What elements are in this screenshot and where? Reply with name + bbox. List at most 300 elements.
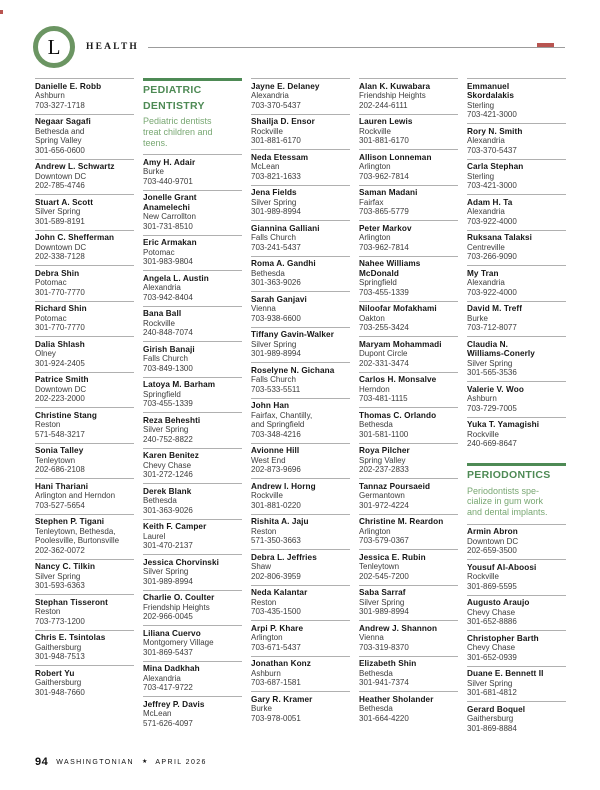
dentist-location: Sterling	[467, 171, 495, 181]
dentist-location: Burke	[251, 704, 272, 713]
dentist-location: Bethesda	[359, 704, 393, 713]
dentist-location: Chevy Chase	[467, 607, 516, 617]
dentist-phone: 301-881-0220	[251, 500, 301, 510]
dentist-phone: 301-363-9026	[143, 505, 193, 515]
dentist-phone: 571-626-4097	[143, 718, 193, 728]
dentist-name: Augusto Araujo	[467, 598, 530, 608]
directory-entry	[359, 585, 458, 621]
directory-entry	[35, 665, 134, 701]
directory-entry	[35, 114, 134, 159]
dentist-location: Alexandria	[143, 673, 181, 683]
dentist-phone: 703-942-8404	[143, 292, 193, 302]
dentist-location: Rockville	[467, 429, 500, 439]
dentist-name: Rishita A. Jaju	[251, 517, 309, 526]
dentist-location: Silver Spring	[251, 197, 297, 207]
dentist-phone: 301-989-8994	[251, 207, 301, 216]
dentist-phone: 301-948-7660	[35, 687, 85, 697]
dentist-name: Chris E. Tsintolas	[35, 633, 106, 642]
dentist-location: Downtown DC	[467, 536, 519, 546]
dentist-location: Dupont Circle	[359, 349, 408, 358]
dentist-location: Reston	[35, 420, 61, 429]
dentist-name: Yousuf Al-Aboosi	[467, 562, 537, 572]
dentist-name: Karen Benitez	[143, 451, 199, 461]
dentist-name: Christopher Barth	[467, 633, 539, 643]
dentist-phone: 202-806-3959	[251, 571, 301, 581]
dentist-name: Heather Sholander	[359, 694, 434, 704]
dentist-location: Tenleytown	[359, 562, 400, 571]
directory-entry	[359, 185, 458, 221]
directory-entry	[143, 190, 242, 235]
dentist-name: Yuka T. Yamagishi	[467, 420, 540, 429]
dentist-location: Vienna	[359, 633, 384, 642]
directory-entry	[467, 159, 566, 195]
dentist-location: Arlington	[359, 233, 391, 242]
dentist-location: Tenleytown, Bethesda,	[35, 526, 116, 536]
dentist-name: John C. Shefferman	[35, 233, 115, 242]
dentist-location: Gaithersburg	[35, 678, 82, 687]
directory-column-4	[359, 78, 458, 737]
dentist-location: Potomac	[35, 313, 67, 323]
dentist-phone: 703-687-1581	[251, 678, 301, 687]
dentist-location: Silver Spring	[251, 339, 297, 349]
section-description	[143, 116, 242, 148]
dentist-phone: 703-922-4000	[467, 287, 517, 297]
dentist-location: Downtown DC	[35, 242, 87, 252]
dentist-name: Derek Blank	[143, 486, 192, 496]
dentist-phone: 301-869-5595	[467, 581, 517, 591]
dentist-location: Falls Church	[143, 354, 188, 364]
dentist-name: Liliana Cuervo	[143, 628, 201, 638]
dentist-phone: 703-922-4000	[467, 216, 517, 226]
dentist-name: My Tran	[467, 268, 499, 278]
directory-entry	[143, 661, 242, 697]
dentist-name: Roma A. Gandhi	[251, 259, 316, 268]
dentist-name: Andrew I. Horng	[251, 481, 316, 491]
dentist-name: Maryam Mohammadi	[359, 339, 442, 349]
directory-entry	[35, 594, 134, 630]
dentist-name: Robert Yu	[35, 668, 75, 678]
directory-entry	[359, 514, 458, 550]
directory-entry	[359, 372, 458, 408]
directory-entry	[143, 235, 242, 271]
dentist-phone: 301-731-8510	[143, 221, 193, 231]
dentist-phone: 703-962-7814	[359, 242, 409, 252]
directory-entry	[467, 524, 566, 560]
directory-columns	[35, 78, 566, 737]
directory-entry	[359, 114, 458, 150]
dentist-location: Centreville	[467, 242, 505, 252]
dentist-phone: 240-669-8647	[467, 439, 517, 448]
dentist-phone: 202-659-3500	[467, 546, 517, 556]
directory-entry	[143, 625, 242, 661]
dentist-location: Montgomery Village	[143, 638, 214, 648]
dentist-phone: 301-652-8886	[467, 617, 517, 627]
dentist-location: McLean	[251, 162, 280, 171]
dentist-name: Niloofar Mofakhami	[359, 304, 437, 313]
dentist-name: Patrice Smith	[35, 375, 89, 384]
directory-entry	[359, 256, 458, 301]
dentist-name: Charlie O. Coulter	[143, 593, 215, 603]
directory-entry	[359, 443, 458, 479]
dentist-location: Herndon	[359, 384, 390, 394]
crop-mark-top-left	[0, 10, 3, 14]
directory-entry	[35, 514, 134, 559]
dentist-phone: 301-770-7770	[35, 323, 85, 332]
directory-entry	[251, 585, 350, 621]
directory-entry	[35, 630, 134, 666]
dentist-phone: 703-370-5437	[251, 100, 301, 110]
dentist-phone: 703-962-7814	[359, 171, 409, 181]
directory-entry	[359, 549, 458, 585]
dentist-phone: 703-849-1300	[143, 363, 193, 373]
dentist-name: Rory N. Smith	[467, 126, 523, 136]
dentist-location: Reston	[251, 597, 277, 607]
dentist-name: Nahee Williams	[359, 259, 421, 268]
directory-entry	[359, 301, 458, 337]
dentist-location: Springfield	[359, 278, 397, 287]
dentist-name: Thomas C. Orlando	[359, 410, 437, 420]
dentist-location: and Springfield	[251, 420, 305, 429]
dentist-location: Arlington	[359, 162, 391, 171]
directory-entry	[251, 443, 350, 479]
directory-entry	[35, 159, 134, 195]
dentist-phone: 703-671-5437	[251, 642, 301, 652]
dentist-phone: 703-327-1718	[35, 100, 85, 110]
dentist-name: Elizabeth Shin	[359, 659, 417, 668]
section-description-line: and dental implants.	[467, 507, 548, 518]
directory-entry	[359, 478, 458, 514]
directory-entry	[251, 114, 350, 150]
dentist-phone: 703-319-8370	[359, 642, 409, 652]
dentist-location: New Carrollton	[143, 212, 196, 222]
dentist-name: Girish Banaji	[143, 344, 195, 354]
dentist-name: Stephen P. Tigani	[35, 517, 105, 526]
directory-entry	[251, 149, 350, 185]
directory-entry	[251, 398, 350, 443]
dentist-phone: 703-440-9701	[143, 176, 193, 186]
dentist-name: Eric Armakan	[143, 238, 197, 248]
dentist-phone: 202-237-2833	[359, 465, 409, 474]
dentist-name: Jena Fields	[251, 188, 297, 197]
dentist-name: Carlos H. Monsalve	[359, 375, 437, 384]
dentist-location: Fairfax, Chantilly,	[251, 410, 313, 420]
section-pediatric-dentistry	[143, 78, 242, 154]
health-logo-badge	[33, 26, 75, 68]
dentist-name: Gary R. Kramer	[251, 694, 313, 704]
dentist-phone: 703-533-5511	[251, 384, 301, 394]
dentist-name: Jessica Chorvinski	[143, 557, 219, 567]
directory-entry	[359, 149, 458, 185]
dentist-phone: 202-785-4746	[35, 181, 85, 190]
section-rule	[143, 78, 242, 81]
dentist-location: Rockville	[359, 126, 392, 136]
dentist-phone: 202-338-7128	[35, 252, 85, 261]
dentist-location: West End	[251, 455, 286, 465]
dentist-phone: 202-244-6111	[359, 100, 408, 110]
directory-entry	[251, 185, 350, 221]
section-description-line: cialize in gum work	[467, 496, 544, 507]
directory-entry	[467, 230, 566, 266]
dentist-location: McLean	[143, 709, 172, 719]
dentist-phone: 703-455-1339	[359, 287, 409, 297]
section-label: HEALTH	[86, 42, 139, 52]
directory-entry	[143, 519, 242, 555]
dentist-location: Silver Spring	[467, 678, 513, 688]
dentist-location: Bethesda	[359, 668, 393, 678]
dentist-location: Rockville	[251, 491, 284, 500]
directory-entry	[251, 691, 350, 727]
directory-entry	[467, 559, 566, 595]
dentist-phone: 703-255-3424	[359, 323, 409, 332]
dentist-location: Alexandria	[467, 278, 505, 287]
dentist-name: Williams-Conerly	[467, 349, 535, 358]
dentist-name: Ruksana Talaksi	[467, 233, 533, 242]
directory-entry	[251, 78, 350, 114]
directory-entry	[467, 701, 566, 737]
directory-entry	[143, 377, 242, 413]
directory-entry	[143, 270, 242, 306]
directory-entry	[143, 341, 242, 377]
directory-column-1	[35, 78, 134, 737]
directory-entry	[467, 194, 566, 230]
section-description-line: Pediatric dentists	[143, 116, 212, 126]
dentist-location: Germantown	[359, 491, 405, 500]
logo-letter: L	[47, 34, 61, 59]
dentist-phone: 703-421-3000	[467, 181, 517, 190]
directory-entry	[251, 362, 350, 398]
section-description-line: treat children and	[143, 126, 213, 137]
directory-entry	[35, 194, 134, 230]
dentist-name: Arpi P. Khare	[251, 623, 304, 633]
dentist-phone: 301-581-1100	[359, 429, 409, 439]
dentist-location: Silver Spring	[35, 571, 81, 581]
dentist-phone: 703-266-9090	[467, 252, 517, 261]
dentist-location: Poolesville, Burtonsville	[35, 536, 120, 545]
dentist-location: Tenleytown	[35, 455, 76, 465]
dentist-location: Silver Spring	[35, 207, 81, 216]
directory-entry	[251, 291, 350, 327]
dentist-phone: 703-729-7005	[467, 403, 517, 413]
section-rule	[467, 463, 566, 466]
dentist-phone: 301-593-6363	[35, 581, 85, 590]
dentist-name: Keith F. Camper	[143, 522, 207, 532]
dentist-phone: 301-983-9804	[143, 257, 193, 267]
section-description-line: Periodontists spe-	[467, 485, 540, 496]
dentist-name: Saba Sarraf	[359, 588, 406, 597]
directory-entry	[251, 620, 350, 656]
dentist-phone: 301-869-5437	[143, 647, 193, 657]
dentist-name: Alan K. Kuwabara	[359, 81, 431, 91]
dentist-name: Hani Thariani	[35, 481, 89, 491]
dentist-phone: 703-821-1633	[251, 171, 301, 181]
dentist-phone: 703-865-5779	[359, 207, 409, 216]
directory-entry	[251, 327, 350, 363]
dentist-name: Nancy C. Tilkin	[35, 562, 96, 571]
directory-entry	[143, 590, 242, 626]
directory-entry	[251, 656, 350, 692]
directory-entry	[251, 478, 350, 514]
directory-entry	[143, 483, 242, 519]
dentist-name: Claudia N.	[467, 339, 509, 349]
directory-entry	[143, 306, 242, 342]
dentist-name: Latoya M. Barham	[143, 380, 216, 390]
directory-entry	[467, 595, 566, 631]
dentist-phone: 202-966-0045	[143, 612, 193, 622]
dentist-location: Arlington and Herndon	[35, 491, 116, 500]
dentist-phone: 301-652-0939	[467, 652, 517, 662]
directory-entry	[143, 412, 242, 448]
dentist-location: Rockville	[143, 318, 176, 328]
dentist-name: Lauren Lewis	[359, 117, 413, 126]
issue-date: APRIL 2026	[155, 758, 207, 766]
page-header	[33, 26, 565, 68]
dentist-location: Oakton	[359, 313, 385, 323]
dentist-phone: 703-527-5654	[35, 500, 85, 510]
dentist-location: Potomac	[143, 247, 175, 257]
directory-entry	[143, 554, 242, 590]
dentist-phone: 301-272-1246	[143, 470, 193, 480]
dentist-location: Silver Spring	[359, 597, 405, 607]
directory-entry	[35, 478, 134, 514]
section-title: PEDIATRIC	[143, 84, 202, 96]
directory-entry	[359, 220, 458, 256]
directory-entry	[467, 265, 566, 301]
dentist-location: Friendship Heights	[359, 91, 426, 100]
dentist-name: Allison Lonneman	[359, 152, 432, 162]
dentist-location: Silver Spring	[143, 425, 189, 435]
dentist-name: Reza Beheshti	[143, 415, 201, 425]
dentist-location: Laurel	[143, 531, 166, 541]
dentist-phone: 202-223-2000	[35, 394, 85, 403]
section-description-line: teens.	[143, 137, 168, 148]
dentist-phone: 703-370-5437	[467, 145, 517, 155]
dentist-name: Skordalakis	[467, 91, 515, 100]
dentist-location: Reston	[251, 526, 277, 536]
dentist-name: Stuart A. Scott	[35, 197, 94, 207]
directory-entry	[359, 691, 458, 727]
dentist-location: Bethesda	[251, 268, 285, 278]
dentist-location: Arlington	[251, 633, 283, 642]
dentist-name: Neda Etessam	[251, 152, 309, 162]
dentist-location: Chevy Chase	[143, 460, 192, 470]
dentist-name: Debra L. Jeffries	[251, 552, 317, 562]
directory-entry	[143, 448, 242, 484]
dentist-location: Vienna	[251, 304, 276, 313]
dentist-phone: 703-417-9722	[143, 683, 193, 693]
dentist-phone: 571-350-3663	[251, 536, 301, 545]
dentist-location: Olney	[35, 349, 56, 358]
directory-entry	[35, 336, 134, 372]
dentist-name: Giannina Galliani	[251, 223, 320, 233]
directory-entry	[467, 666, 566, 702]
dentist-location: Arlington	[359, 526, 391, 536]
dentist-name: Danielle E. Robb	[35, 81, 102, 91]
dentist-phone: 301-656-0600	[35, 145, 85, 155]
dentist-location: Downtown DC	[35, 171, 87, 181]
dentist-location: Gaithersburg	[467, 714, 514, 724]
magazine-name: WASHINGTONIAN	[56, 758, 134, 766]
directory-entry	[467, 336, 566, 381]
dentist-phone: 301-881-6170	[251, 136, 301, 145]
dentist-location: Burke	[467, 313, 488, 323]
dentist-name: Peter Markov	[359, 223, 412, 233]
page-number: 94	[35, 756, 49, 768]
dentist-name: Sonia Talley	[35, 446, 84, 455]
dentist-name: Roselyne N. Gichana	[251, 365, 335, 375]
directory-entry	[35, 265, 134, 301]
dentist-location: Rockville	[251, 126, 284, 136]
dentist-phone: 301-972-4224	[359, 500, 409, 510]
dentist-name: Armin Abron	[467, 527, 518, 537]
dentist-location: Gaithersburg	[35, 642, 82, 652]
dentist-name: Dalia Shlash	[35, 339, 85, 349]
dentist-phone: 301-989-8994	[251, 349, 301, 358]
dentist-phone: 301-565-3536	[467, 368, 517, 377]
dentist-location: Spring Valley	[359, 455, 406, 465]
dentist-name: Negaar Sagafi	[35, 117, 91, 126]
dentist-name: Bana Ball	[143, 309, 182, 319]
directory-entry	[359, 407, 458, 443]
directory-entry	[251, 256, 350, 292]
dentist-phone: 301-941-7374	[359, 678, 409, 687]
page-footer	[35, 756, 207, 768]
dentist-name: Jonathan Konz	[251, 659, 311, 668]
directory-entry	[359, 656, 458, 692]
directory-entry	[35, 78, 134, 114]
dentist-location: Springfield	[143, 389, 181, 399]
dentist-name: Debra Shin	[35, 268, 80, 278]
directory-entry	[467, 78, 566, 123]
dentist-phone: 703-773-1200	[35, 616, 85, 626]
dentist-location: Alexandria	[467, 207, 505, 216]
dentist-location: Bethesda and	[35, 126, 85, 136]
directory-entry	[467, 417, 566, 453]
dentist-location: Silver Spring	[467, 358, 513, 368]
dentist-phone: 703-348-4216	[251, 429, 301, 439]
directory-entry	[251, 549, 350, 585]
header-rule	[148, 47, 565, 48]
dentist-location: Alexandria	[251, 91, 289, 100]
dentist-name: Shailja D. Ensor	[251, 117, 315, 126]
dentist-location: Chevy Chase	[467, 643, 516, 653]
dentist-name: Adam H. Ta	[467, 197, 513, 207]
directory-entry	[359, 336, 458, 372]
dentist-name: Emmanuel	[467, 81, 510, 91]
dentist-name: Carla Stephan	[467, 162, 524, 171]
dentist-phone: 703-481-1115	[359, 394, 408, 403]
dentist-location: Shaw	[251, 562, 272, 571]
dentist-phone: 703-435-1500	[251, 607, 301, 616]
dentist-location: Silver Spring	[143, 567, 189, 577]
dentist-name: Valerie V. Woo	[467, 384, 524, 394]
dentist-name: Stephan Tisseront	[35, 597, 108, 607]
dentist-location: Falls Church	[251, 375, 296, 384]
dentist-phone: 703-455-1339	[143, 399, 193, 409]
dentist-phone: 240-752-8822	[143, 434, 193, 444]
directory-entry	[35, 559, 134, 595]
dentist-phone: 703-241-5437	[251, 242, 301, 252]
dentist-phone: 240-848-7074	[143, 328, 193, 338]
dentist-location: Rockville	[467, 572, 500, 582]
dentist-phone: 202-331-3474	[359, 358, 409, 368]
section-title: PERIODONTICS	[467, 469, 551, 481]
dentist-phone: 301-770-7770	[35, 287, 85, 297]
dentist-name: Avionne Hill	[251, 446, 300, 455]
directory-entry	[35, 230, 134, 266]
dentist-phone: 202-686-2108	[35, 465, 85, 474]
dentist-phone: 301-989-8994	[359, 607, 409, 616]
dentist-name: Mina Dadkhah	[143, 664, 200, 674]
